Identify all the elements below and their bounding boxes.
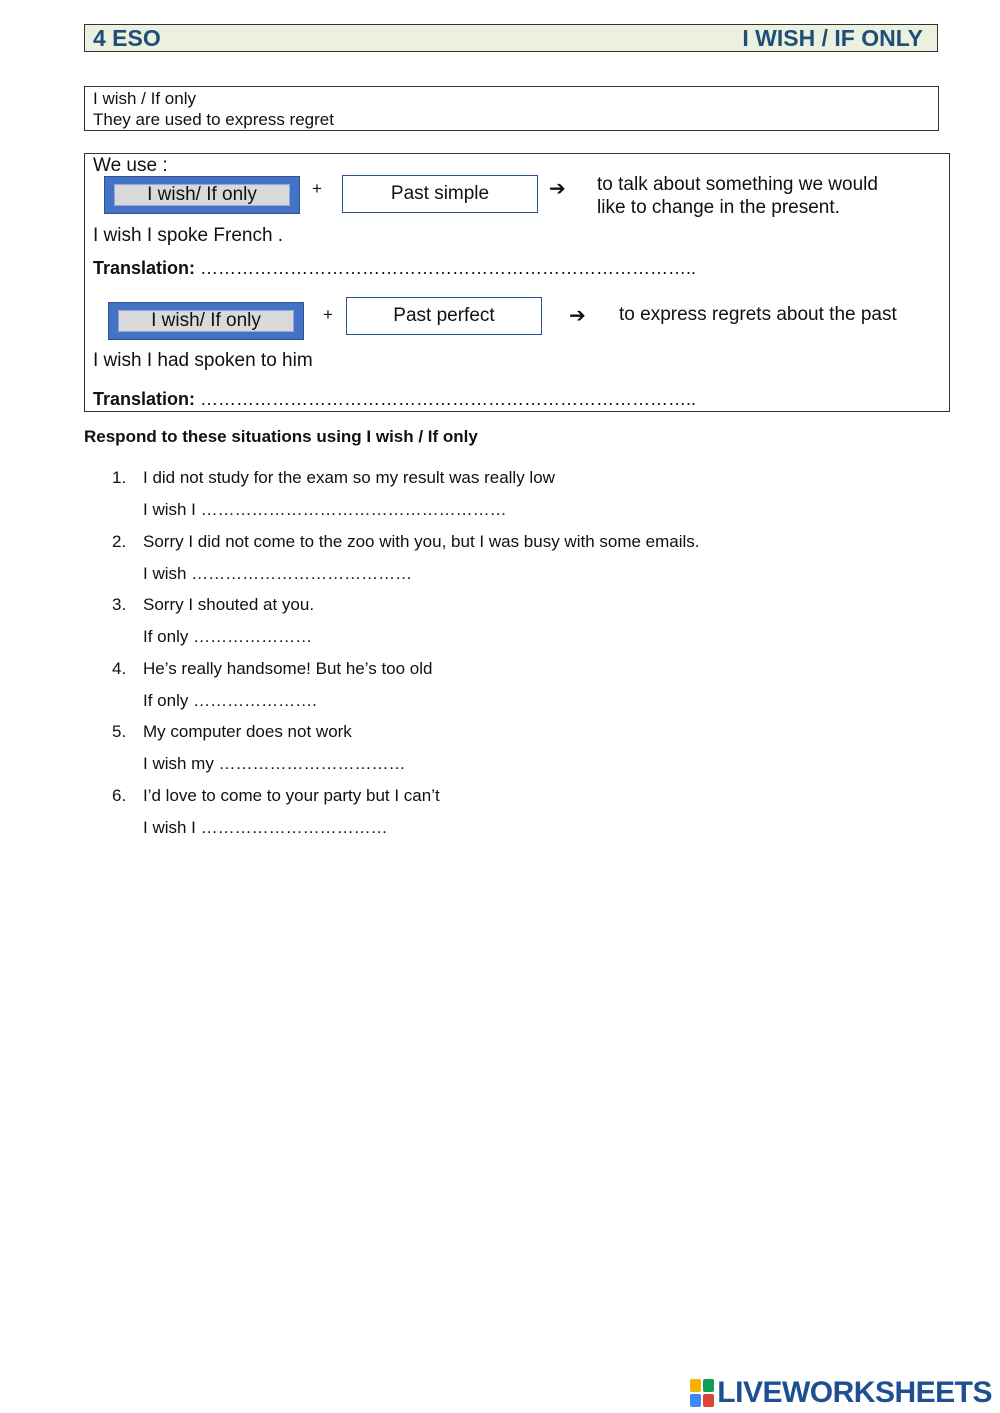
rule2-description: to express regrets about the past xyxy=(619,304,897,325)
item-question: I’d love to come to your party but I can’t xyxy=(143,785,440,805)
intro-line-2: They are used to express regret xyxy=(93,110,334,129)
item-answer-blank[interactable]: If only …………………. xyxy=(143,690,317,710)
rule1-description xyxy=(597,173,878,219)
item-question: Sorry I shouted at you. xyxy=(143,595,315,614)
intro-box xyxy=(84,86,939,131)
we-use-label: We use : xyxy=(93,155,168,176)
item-question: He’s really handsome! But he’s too old xyxy=(143,658,433,678)
brand-name: LIVEWORKSHEETS xyxy=(717,1376,992,1409)
rule1-description-line2: like to change in the present. xyxy=(597,197,840,218)
item-answer-blank[interactable]: I wish I ……………………………………………… xyxy=(143,500,507,519)
liveworksheets-logo-icon xyxy=(690,1379,714,1407)
rule1-arrow-icon: ➔ xyxy=(549,178,566,200)
item-number: 5. xyxy=(112,722,127,741)
item-answer-blank[interactable]: I wish my …………………………… xyxy=(143,754,406,773)
item-number: 3. xyxy=(112,595,127,614)
rule1-formula-box xyxy=(104,176,300,214)
rule1-translation-blank[interactable]: ……………………………………………………………………….. xyxy=(200,258,697,278)
rule1-example: I wish I spoke French . xyxy=(93,225,284,246)
item-number: 2. xyxy=(112,531,127,551)
rule1-translation xyxy=(93,258,696,279)
item-number: 4. xyxy=(112,658,127,678)
brand-footer xyxy=(690,1376,992,1410)
rule2-tense-box: Past perfect xyxy=(346,297,542,335)
item-question: Sorry I did not come to the zoo with you, but I was busy with some emails. xyxy=(143,531,700,551)
rule1-description-line1: to talk about something we would xyxy=(597,174,878,195)
rule2-arrow-icon: ➔ xyxy=(569,305,586,327)
page-header xyxy=(84,24,938,52)
item-answer-blank[interactable]: I wish I …………………………… xyxy=(143,817,388,837)
rule2-formula-label: I wish/ If only xyxy=(118,310,294,332)
item-answer-blank[interactable]: If only ………………… xyxy=(143,627,313,646)
rule2-formula-box xyxy=(108,302,304,340)
rule2-translation-label: Translation: xyxy=(93,389,196,409)
item-answer-blank[interactable]: I wish ………………………………… xyxy=(143,563,413,583)
item-question: My computer does not work xyxy=(143,722,352,741)
header-topic: I WISH / IF ONLY xyxy=(742,25,923,51)
rule1-formula-label: I wish/ If only xyxy=(114,184,290,206)
rule2-translation-blank[interactable]: ……………………………………………………………………….. xyxy=(200,389,697,409)
item-question: I did not study for the exam so my result was really low xyxy=(143,468,555,487)
rule1-plus: + xyxy=(312,179,322,198)
rule2-translation xyxy=(93,389,696,410)
header-level: 4 ESO xyxy=(93,25,161,51)
intro-line-1: I wish / If only xyxy=(93,89,196,108)
item-number: 1. xyxy=(112,468,127,487)
rules-box xyxy=(84,153,950,412)
rule1-tense-box: Past simple xyxy=(342,175,538,213)
item-number: 6. xyxy=(112,785,127,805)
exercise-instruction: Respond to these situations using I wish / If only xyxy=(84,427,478,446)
rule2-plus: + xyxy=(323,305,333,324)
rule2-example: I wish I had spoken to him xyxy=(93,350,313,371)
rule1-translation-label: Translation: xyxy=(93,258,196,278)
